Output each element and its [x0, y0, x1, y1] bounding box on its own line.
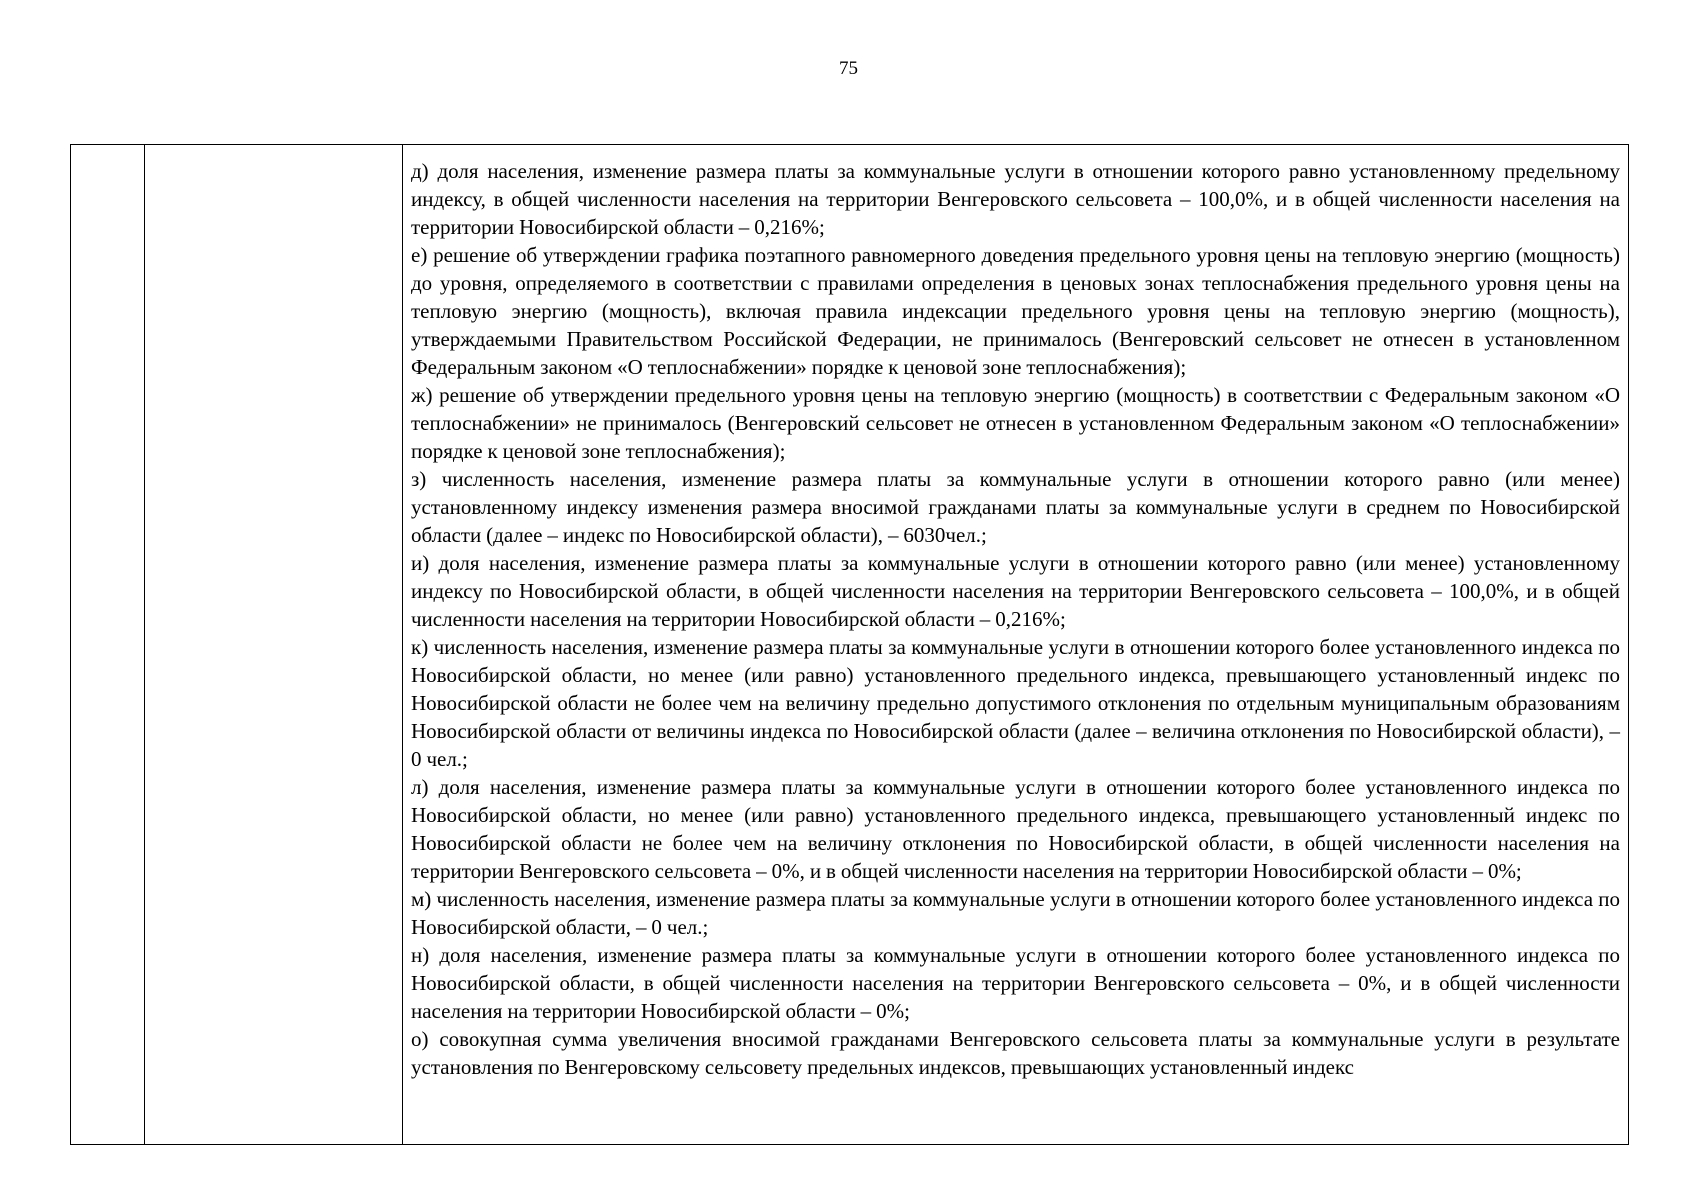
paragraph-n: н) доля населения, изменение размера платы за коммунальные услуги в отношении которого более установленного индекса по Новосибирской области, в общей численности населения на территории Венгеровского сельсовета – 0%, и в общей численности населения на территории Новосибирской области – 0%;: [411, 943, 1620, 1023]
paragraph-zh: ж) решение об утверждении предельного уровня цены на тепловую энергию (мощность) в соответствии с Федеральным законом «О теплоснабжении» не принималось (Венгеровский сельсовет не отнесен в установленном Федеральным законом «О теплоснабжении» порядке к ценовой зоне теплоснабжения);: [411, 383, 1620, 463]
table-column-content: [403, 145, 1628, 1144]
table-column-number: [71, 145, 145, 1144]
paragraph-l: л) доля населения, изменение размера платы за коммунальные услуги в отношении которого более установленного индекса по Новосибирской области, но менее (или равно) установленного предельного индекса, превышающего установленный индекс по Новосибирской области не более чем на величину отклонения по Новосибирской области, в общей численности населения на территории Венгеровского сельсовета – 0%, и в общей численности населения на территории Новосибирской области – 0%;: [411, 775, 1620, 883]
page-number: 75: [839, 58, 858, 79]
paragraph-e: е) решение об утверждении графика поэтапного равномерного доведения предельного уровня цены на тепловую энергию (мощность) до уровня, определяемого в соответствии с правилами определения в ценовых зонах теплоснабжения предельного уровня цены на тепловую энергию (мощность), включая правила индексации предельного уровня цены на тепловую энергию (мощность), утверждаемыми Правительством Российской Федерации, не принималось (Венгеровский сельсовет не отнесен в установленном Федеральным законом «О теплоснабжении» порядке к ценовой зоне теплоснабжения);: [411, 243, 1620, 379]
table-column-name: [145, 145, 403, 1144]
paragraph-m: м) численность населения, изменение размера платы за коммунальные услуги в отношении которого более установленного индекса по Новосибирской области, – 0 чел.;: [411, 887, 1620, 939]
paragraph-k: к) численность населения, изменение размера платы за коммунальные услуги в отношении которого более установленного индекса по Новосибирской области, но менее (или равно) установленного предельного индекса, превышающего установленный индекс по Новосибирской области не более чем на величину предельно допустимого отклонения по отдельным муниципальным образованиям Новосибирской области от величины индекса по Новосибирской области (далее – величина отклонения по Новосибирской области), – 0 чел.;: [411, 635, 1620, 771]
paragraph-d: д) доля населения, изменение размера платы за коммунальные услуги в отношении которого равно установленному предельному индексу, в общей численности населения на территории Венгеровского сельсовета – 100,0%, и в общей численности населения на территории Новосибирской области – 0,216%;: [411, 159, 1620, 239]
paragraph-i: и) доля населения, изменение размера платы за коммунальные услуги в отношении которого равно (или менее) установленному индексу по Новосибирской области, в общей численности населения на территории Венгеровского сельсовета – 100,0%, и в общей численности населения на территории Новосибирской области – 0,216%;: [411, 551, 1620, 631]
paragraph-o: о) совокупная сумма увеличения вносимой гражданами Венгеровского сельсовета платы за коммунальные услуги в результате установления по Венгеровскому сельсовету предельных индексов, превышающих установленный индекс: [411, 1027, 1620, 1079]
paragraph-z: з) численность населения, изменение размера платы за коммунальные услуги в отношении которого равно (или менее) установленному индексу изменения размера вносимой гражданами платы за коммунальные услуги в среднем по Новосибирской области (далее – индекс по Новосибирской области), – 6030чел.;: [411, 467, 1620, 547]
document-table: [70, 144, 1629, 1145]
